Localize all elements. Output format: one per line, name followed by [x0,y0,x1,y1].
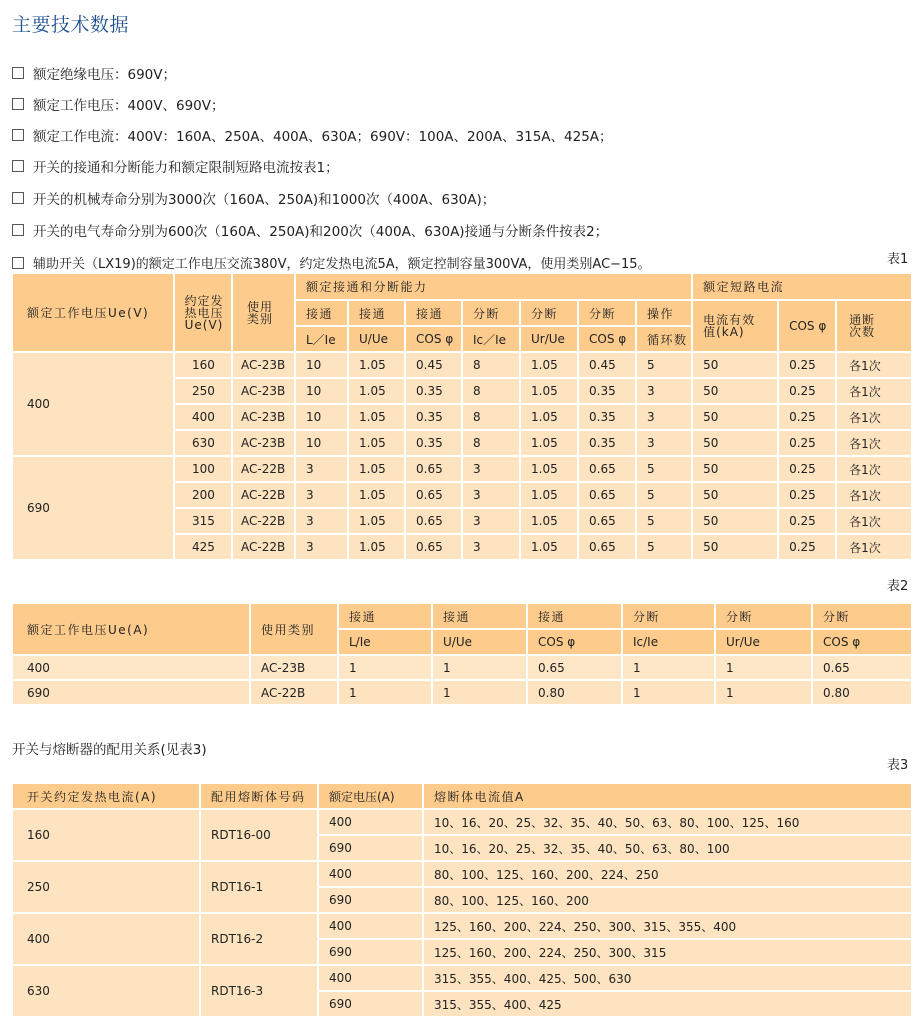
cell-rms-ka: 50 [692,352,778,378]
cell-ops: 3 [636,430,692,456]
cell-make-l-ie: 1 [338,655,432,680]
cell-make-u-ue: 1 [432,655,527,680]
group-header-short-circuit: 额定短路电流 [692,273,912,300]
section3-heading: 开关与熔断器的配用关系(见表3) [12,742,207,758]
cell-break-ur-ue: 1.05 [520,508,578,534]
spec-item [12,156,339,176]
col-header-break3: 分断 [578,300,636,326]
cell-break-cos: 0.35 [578,404,636,430]
spec-item [12,94,225,114]
checkbox-icon [12,98,24,110]
cell-voltage: 690 [318,939,423,965]
col-subheader-break3: COS φ [578,326,636,352]
cell-current: 250 [12,861,200,913]
cell-current: 160 [12,809,200,861]
cell-ith: 315 [174,508,232,534]
spec-text: 辅助开关（LX19)的额定工作电压交流380V，约定发热电流5A，额定控制容量300VA，使用类别AC−15。 [33,257,651,272]
cell-current: 630 [12,965,200,1017]
table-row [12,680,912,705]
cell-make-u-ue: 1 [432,680,527,705]
cell-break-cos: 0.35 [578,378,636,404]
col-header-voltage: 额定电压(A) [318,783,423,809]
cell-make-l-ie: 3 [295,456,348,482]
table1 [11,272,913,561]
cell-times: 各1次 [836,404,912,430]
cell-ops: 5 [636,534,692,560]
spec-item [12,188,495,208]
cell-break-cos: 0.65 [812,655,912,680]
spec-text: 开关的电气寿命分别为600次（160A、250A)和200次（400A、630A)接通与分断条件按表2； [33,224,609,240]
col-subheader-make2: U/Ue [432,629,527,655]
cell-category: AC-23B [232,352,295,378]
col-subheader-break2: Ur/Ue [520,326,578,352]
cell-sc-cos: 0.25 [778,456,836,482]
cell-ith: 160 [174,352,232,378]
cell-category: AC-22B [232,482,295,508]
col-header-ops: 操作 [636,300,692,326]
page-title: 主要技术数据 [12,14,130,36]
cell-make-l-ie: 10 [295,378,348,404]
cell-ith: 400 [174,404,232,430]
cell-fuse-currents: 125、160、200、224、250、300、315、355、400 [423,913,912,939]
col-header-break2: 分断 [715,603,812,629]
cell-fuse-model: RDT16-1 [200,861,318,913]
col-header-make3: 接通 [405,300,462,326]
cell-make-u-ue: 1.05 [348,482,405,508]
cell-make-cos: 0.65 [405,456,462,482]
cell-break-ic-ie: 8 [462,430,520,456]
cell-ith: 425 [174,534,232,560]
cell-make-u-ue: 1.05 [348,430,405,456]
cell-make-u-ue: 1.05 [348,352,405,378]
col-subheader-ops: 循环数 [636,326,692,352]
checkbox-icon [12,257,24,269]
cell-fuse-currents: 315、355、400、425 [423,991,912,1017]
cell-break-cos: 0.65 [578,482,636,508]
cell-break-ur-ue: 1.05 [520,534,578,560]
cell-voltage: 400 [318,965,423,991]
cell-voltage: 690 [318,835,423,861]
col-subheader-make3: COS φ [527,629,622,655]
cell-make-u-ue: 1.05 [348,534,405,560]
cell-make-u-ue: 1.05 [348,378,405,404]
cell-break-ur-ue: 1.05 [520,404,578,430]
cell-break-cos: 0.65 [578,534,636,560]
col-subheader-break1: Ic／Ie [462,326,520,352]
cell-make-l-ie: 10 [295,430,348,456]
table-row [12,913,912,939]
cell-make-cos: 0.65 [405,534,462,560]
cell-sc-cos: 0.25 [778,482,836,508]
cell-sc-cos: 0.25 [778,404,836,430]
cell-break-cos: 0.80 [812,680,912,705]
cell-break-ur-ue: 1 [715,680,812,705]
cell-ops: 3 [636,404,692,430]
col-subheader-make1: L／Ie [295,326,348,352]
cell-make-cos: 0.45 [405,352,462,378]
cell-ue: 690 [12,680,250,705]
spec-item [12,253,651,272]
cell-break-ic-ie: 1 [622,680,715,705]
cell-make-cos: 0.65 [527,655,622,680]
cell-break-ur-ue: 1.05 [520,456,578,482]
checkbox-icon [12,67,24,79]
cell-ith: 630 [174,430,232,456]
col-header-ith: 约定发热电压Ue(V) [174,273,232,352]
cell-make-cos: 0.35 [405,430,462,456]
cell-break-ic-ie: 8 [462,378,520,404]
cell-ops: 5 [636,482,692,508]
cell-ue: 400 [12,655,250,680]
group-header-make-break: 额定接通和分断能力 [295,273,692,300]
cell-break-ic-ie: 8 [462,352,520,378]
cell-ith: 100 [174,456,232,482]
cell-break-cos: 0.35 [578,430,636,456]
col-header-category: 使用类别 [232,273,295,352]
cell-voltage: 690 [318,887,423,913]
cell-break-ur-ue: 1.05 [520,430,578,456]
col-header-ue: 额定工作电压Ue(A) [12,603,250,655]
table-row [12,655,912,680]
col-header-fuse-current: 熔断体电流值A [423,783,912,809]
cell-make-l-ie: 1 [338,680,432,705]
cell-sc-cos: 0.25 [778,352,836,378]
checkbox-icon [12,160,24,172]
cell-ops: 3 [636,378,692,404]
cell-fuse-currents: 80、100、125、160、200、224、250 [423,861,912,887]
cell-make-cos: 0.65 [405,482,462,508]
cell-break-cos: 0.65 [578,456,636,482]
cell-times: 各1次 [836,534,912,560]
cell-make-cos: 0.80 [527,680,622,705]
spec-text: 开关的机械寿命分别为3000次（160A、250A)和1000次（400A、630A)； [33,192,496,208]
cell-times: 各1次 [836,482,912,508]
cell-times: 各1次 [836,378,912,404]
table-row [12,352,912,378]
spec-text: 额定工作电压：400V、690V； [33,98,225,114]
cell-break-ur-ue: 1 [715,655,812,680]
cell-fuse-currents: 10、16、20、25、32、35、40、50、63、80、100 [423,835,912,861]
col-header-times: 通断次数 [836,300,912,352]
cell-fuse-model: RDT16-00 [200,809,318,861]
cell-sc-cos: 0.25 [778,534,836,560]
cell-ops: 5 [636,508,692,534]
cell-rms-ka: 50 [692,430,778,456]
table-row [12,809,912,835]
spec-text: 额定工作电流：400V：160A、250A、400A、630A；690V：100A、200A、315A、425A； [33,129,613,145]
col-subheader-make2: U/Ue [348,326,405,352]
cell-sc-cos: 0.25 [778,378,836,404]
cell-ue: 690 [12,456,174,560]
table3 [11,782,913,1018]
cell-break-ur-ue: 1.05 [520,352,578,378]
cell-rms-ka: 50 [692,456,778,482]
col-header-break1: 分断 [622,603,715,629]
spec-item [12,63,176,83]
cell-category: AC-22B [250,680,338,705]
col-header-make1: 接通 [338,603,432,629]
cell-fuse-model: RDT16-3 [200,965,318,1017]
cell-make-l-ie: 3 [295,482,348,508]
cell-voltage: 400 [318,861,423,887]
table-row [12,456,912,482]
col-header-make2: 接通 [348,300,405,326]
cell-fuse-currents: 80、100、125、160、200 [423,887,912,913]
col-subheader-break1: Ic/Ie [622,629,715,655]
cell-fuse-model: RDT16-2 [200,913,318,965]
cell-break-ic-ie: 8 [462,404,520,430]
table2-caption: 表2 [887,579,909,594]
cell-make-cos: 0.35 [405,378,462,404]
cell-category: AC-22B [232,508,295,534]
cell-break-cos: 0.65 [578,508,636,534]
cell-ue: 400 [12,352,174,456]
cell-make-l-ie: 3 [295,508,348,534]
cell-break-ic-ie: 3 [462,534,520,560]
spec-item [12,220,608,240]
checkbox-icon [12,224,24,236]
col-header-break3: 分断 [812,603,912,629]
cell-fuse-currents: 10、16、20、25、32、35、40、50、63、80、100、125、160 [423,809,912,835]
cell-category: AC-23B [232,378,295,404]
cell-break-ic-ie: 3 [462,508,520,534]
col-header-ue: 额定工作电压Ue(V) [12,273,174,352]
cell-ops: 5 [636,352,692,378]
cell-rms-ka: 50 [692,534,778,560]
table-row [12,965,912,991]
cell-category: AC-22B [232,534,295,560]
cell-make-u-ue: 1.05 [348,456,405,482]
cell-rms-ka: 50 [692,508,778,534]
cell-rms-ka: 50 [692,404,778,430]
cell-times: 各1次 [836,456,912,482]
cell-fuse-currents: 125、160、200、224、250、300、315 [423,939,912,965]
cell-ith: 200 [174,482,232,508]
table3-caption: 表3 [887,758,909,773]
cell-times: 各1次 [836,352,912,378]
cell-break-ic-ie: 3 [462,456,520,482]
cell-rms-ka: 50 [692,378,778,404]
table-row [12,861,912,887]
cell-ops: 5 [636,456,692,482]
col-header-rms: 电流有效值(kA) [692,300,778,352]
cell-sc-cos: 0.25 [778,508,836,534]
cell-break-ic-ie: 3 [462,482,520,508]
cell-fuse-currents: 315、355、400、425、500、630 [423,965,912,991]
spec-text: 开关的接通和分断能力和额定限制短路电流按表1； [33,160,339,176]
cell-make-l-ie: 3 [295,534,348,560]
col-header-current: 开关约定发热电流(A) [12,783,200,809]
cell-voltage: 690 [318,991,423,1017]
col-subheader-make1: L/Ie [338,629,432,655]
col-header-break1: 分断 [462,300,520,326]
col-header-category: 使用类别 [250,603,338,655]
col-header-break2: 分断 [520,300,578,326]
col-subheader-break3: COS φ [812,629,912,655]
cell-break-ur-ue: 1.05 [520,482,578,508]
cell-make-l-ie: 10 [295,352,348,378]
spec-text: 额定绝缘电压：690V； [33,67,177,83]
cell-times: 各1次 [836,508,912,534]
col-header-make3: 接通 [527,603,622,629]
cell-break-ur-ue: 1.05 [520,378,578,404]
table2 [11,602,913,706]
cell-make-cos: 0.65 [405,508,462,534]
cell-current: 400 [12,913,200,965]
col-header-make2: 接通 [432,603,527,629]
cell-make-u-ue: 1.05 [348,404,405,430]
cell-category: AC-23B [232,404,295,430]
cell-voltage: 400 [318,913,423,939]
cell-make-l-ie: 10 [295,404,348,430]
checkbox-icon [12,192,24,204]
cell-category: AC-23B [232,430,295,456]
cell-make-u-ue: 1.05 [348,508,405,534]
cell-category: AC-22B [232,456,295,482]
cell-voltage: 400 [318,809,423,835]
cell-ith: 250 [174,378,232,404]
col-header-make1: 接通 [295,300,348,326]
cell-make-cos: 0.35 [405,404,462,430]
cell-sc-cos: 0.25 [778,430,836,456]
cell-break-ic-ie: 1 [622,655,715,680]
cell-times: 各1次 [836,430,912,456]
cell-break-cos: 0.45 [578,352,636,378]
table1-caption: 表1 [887,252,909,267]
checkbox-icon [12,129,24,141]
col-header-fuse: 配用熔断体号码 [200,783,318,809]
col-subheader-make3: COS φ [405,326,462,352]
col-header-sc-cos: COS φ [778,300,836,352]
cell-rms-ka: 50 [692,482,778,508]
cell-category: AC-23B [250,655,338,680]
spec-item [12,125,613,145]
col-subheader-break2: Ur/Ue [715,629,812,655]
